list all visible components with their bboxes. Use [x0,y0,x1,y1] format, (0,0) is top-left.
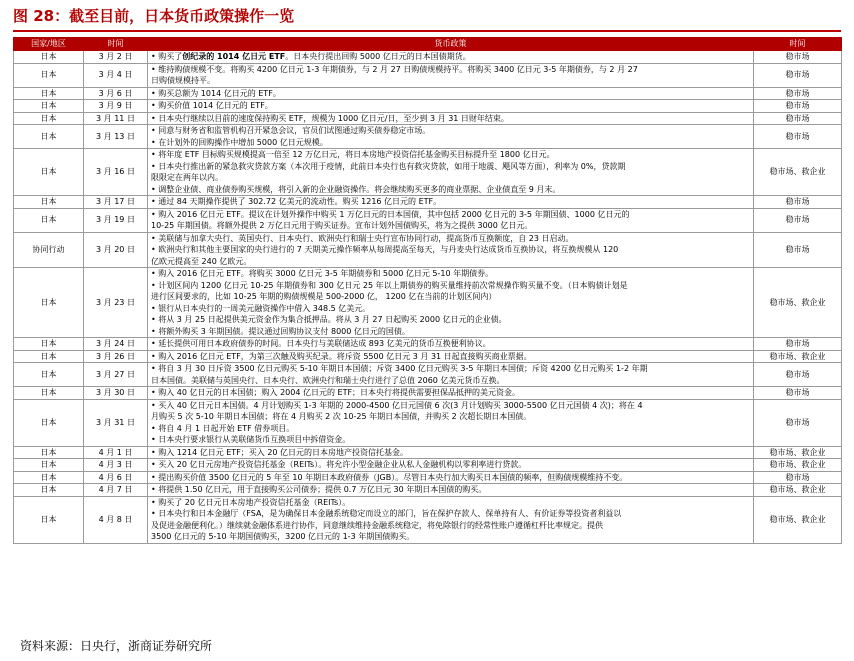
region-cell: 日本 [14,125,84,149]
date-cell: 3 月 31 日 [84,399,148,446]
date-cell: 3 月 17 日 [84,196,148,209]
policy-line: • 购入 1214 亿日元 ETF；买入 20 亿日元的日本房地产投资信托基金。 [151,447,409,457]
table-row [14,232,842,268]
policy-line: • 通过 84 天期操作提供了 302.72 亿美元的流动性。购买 1216 亿日元的 ETF。 [151,197,442,206]
policy-line: 月购买 5 次 5-10 年期日本国债；将在 4 月购买 2 次 10-25 年期日本国债，并购买 2 次超长期日本国债。 [151,412,532,421]
table-row [14,471,842,484]
region-cell: 日本 [14,112,84,125]
region-cell: 日本 [14,338,84,351]
policy-line: • 将自 3 月 30 日斥资 3500 亿日元购买 5-10 年期日本国债；斥资 3400 亿日元购买 3-5 年期日本国债；斥资 4200 亿日元购买 1-2 年期 [151,364,648,373]
category-cell: 稳市场 [754,112,842,125]
policy-cell [148,496,754,543]
policy-line: 3500 亿日元的 5-10 年期国债购买，3200 亿日元的 1-3 年期国债购买。 [151,532,415,541]
region-cell: 日本 [14,149,84,196]
policy-line: • 购买总额为 1014 亿日元的 ETF。 [151,88,281,98]
category-cell: 稳市场 [754,363,842,387]
region-cell: 日本 [14,471,84,484]
date-cell: 4 月 1 日 [84,446,148,459]
policy-line: • 提出购买价值 3500 亿日元的 5 年至 10 年期日本政府债券（JGB）。尽管日本央行加大购买日本国债的频率，但购债规模维持不变。 [151,472,628,482]
policy-cell [148,459,754,472]
table-row [14,446,842,459]
region-cell: 日本 [14,363,84,387]
date-cell: 3 月 9 日 [84,100,148,113]
col-header-region: 国家/地区 [14,38,84,51]
region-cell: 日本 [14,399,84,446]
policy-cell [148,338,754,351]
col-header-category: 时间 [754,38,842,51]
category-cell: 稳市场、救企业 [754,496,842,543]
monetary-policy-table [13,37,842,544]
table-row [14,484,842,497]
table-row [14,87,842,100]
table-row [14,51,842,64]
policy-line: • 计划区间内 1200 亿日元 10-25 年期债券和 300 亿日元 25 年以上期债券的购买量维持前次常规操作购买量不变。（日本购债计划是 [151,280,628,290]
policy-line: • 日本央行继续以目前的速度保持购买 ETF，规模为 1000 亿日元/日，至少到 3 月 31 日财年结束。 [151,113,509,123]
policy-line: • 将年度 ETF 目标购买规模提高一倍至 12 万亿日元，将日本房地产投资信托基金购买目标提升至 1800 亿日元。 [151,150,555,159]
category-cell: 稳市场 [754,125,842,149]
policy-line: • 调整企业债、商业债券购买规模，将引入新的企业融资操作。将会继续购买更多的商业票据、企业债直至 9 月末。 [151,184,561,194]
category-cell: 稳市场、救企业 [754,446,842,459]
policy-cell [148,363,754,387]
table-row [14,350,842,363]
policy-text: 。日本央行提出回购 5000 亿日元的日本国债期货。 [285,52,471,61]
policy-cell [148,232,754,268]
policy-line: • 购入 40 亿日元的日本国债；购入 2004 亿日元的 ETF；日本央行将提供需要担保品抵押的美元资金。 [151,388,521,397]
category-cell: 稳市场、救企业 [754,350,842,363]
region-cell: 日本 [14,51,84,64]
date-cell: 3 月 19 日 [84,208,148,232]
date-cell: 4 月 7 日 [84,484,148,497]
policy-line: 限限定在两年以内。 [151,173,223,182]
date-cell: 3 月 27 日 [84,363,148,387]
category-cell: 稳市场 [754,196,842,209]
policy-cell [148,100,754,113]
title-underline [13,30,841,32]
date-cell: 3 月 13 日 [84,125,148,149]
policy-line: • 在计划外的回购操作中增加 5000 亿日元规模。 [151,137,328,147]
policy-cell [148,125,754,149]
date-cell: 4 月 3 日 [84,459,148,472]
region-cell: 日本 [14,100,84,113]
category-cell: 稳市场 [754,208,842,232]
policy-emphasis: 创纪录的 1014 亿日元 ETF [182,52,286,61]
category-cell: 稳市场 [754,232,842,268]
date-cell: 3 月 23 日 [84,268,148,338]
policy-line: • 日本央行和日本金融厅（FSA，是为确保日本金融系统稳定而设立的部门，旨在保护存款人、保单持有人、有价证券等投资者利益以 [151,509,622,518]
region-cell: 日本 [14,63,84,87]
date-cell: 3 月 6 日 [84,87,148,100]
policy-cell [148,446,754,459]
policy-line: 日购债规模持平。 [151,76,215,85]
policy-cell [148,51,754,64]
figure-title: 图 28：截至目前，日本货币政策操作一览 [13,7,295,25]
table-row [14,208,842,232]
col-header-date: 时间 [84,38,148,51]
category-cell: 稳市场 [754,87,842,100]
policy-line: • 同意与财务省和监管机构召开紧急会议，官员们试图通过购买债券稳定市场。 [151,126,431,135]
table-row [14,496,842,543]
policy-line: 进行区间要求的，比如 10-25 年期的购债规模是 500-2000 亿， 1200 亿在当前的计划区间内） [151,292,497,301]
region-cell: 日本 [14,459,84,472]
policy-line: 10-25 年期国债。将额外提供 2 万亿日元用于购买证券。宣布计划外国债购买，将为之提供 3000 亿日元。 [151,221,533,230]
policy-line: 日本国债。美联储与英国央行、日本央行、欧洲央行和瑞士央行进行了总值 2060 亿美元货币互换。 [151,375,505,385]
region-cell: 日本 [14,350,84,363]
col-header-policy: 货币政策 [148,38,754,51]
policy-line: • 购买了 20 亿日元日本房地产投资信托基金（REITs）。 [151,497,351,507]
region-cell: 日本 [14,87,84,100]
table-row [14,63,842,87]
source-note: 资料来源：日央行，浙商证券研究所 [20,639,213,653]
date-cell: 4 月 6 日 [84,471,148,484]
table-row [14,196,842,209]
table-row [14,149,842,196]
date-cell: 3 月 11 日 [84,112,148,125]
policy-cell [148,268,754,338]
table-row [14,125,842,149]
policy-cell [148,63,754,87]
table-row [14,399,842,446]
date-cell: 3 月 20 日 [84,232,148,268]
table-header-row [14,38,842,51]
policy-line: • 买入 20 亿日元房地产投资信托基金（REITs）。将允许小型金融企业从私人金融机构以零利率进行贷款。 [151,460,527,469]
category-cell: 稳市场、救企业 [754,268,842,338]
policy-line: • 日本央行要求银行从美联储货币互换项目中拆借资金。 [151,435,351,444]
policy-line: • 美联储与加拿大央行、英国央行、日本央行、欧洲央行和瑞士央行宣布协同行动，提高货币互换额度，自 23 日启动。 [151,233,574,243]
policy-line: • 银行从日本央行的一周美元融资操作中借入 348.5 亿美元。 [151,303,371,313]
region-cell: 日本 [14,496,84,543]
category-cell: 稳市场 [754,100,842,113]
policy-line: • 购买价值 1014 亿日元的 ETF。 [151,101,273,110]
policy-line: • 购入 2016 亿日元 ETF。将购买 3000 亿日元 3-5 年期债券和 5000 亿日元 5-10 年期债券。 [151,269,494,278]
region-cell: 日本 [14,387,84,400]
category-cell: 稳市场 [754,63,842,87]
category-cell: 稳市场 [754,51,842,64]
policy-line: • 买入 40 亿日元日本国债。4 月计划购买 1-3 年期的 2000-4500 亿日元国债 6 次(3 月计划购买 3000-5500 亿日元国债 4 次)；将在 4 [151,400,643,410]
region-cell: 日本 [14,484,84,497]
policy-cell [148,149,754,196]
date-cell: 4 月 8 日 [84,496,148,543]
category-cell: 稳市场 [754,387,842,400]
date-cell: 3 月 24 日 [84,338,148,351]
policy-cell [148,484,754,497]
policy-cell [148,399,754,446]
policy-cell [148,87,754,100]
table-row [14,459,842,472]
policy-line: • 购入 2016 亿日元 ETF。提议在计划外操作中购买 1 万亿日元的日本国债，其中包括 2000 亿日元的 3-5 年期国债、1000 亿日元的 [151,209,630,219]
date-cell: 3 月 4 日 [84,63,148,87]
policy-line: • 将额外购买 3 年期国债。提议通过回购协议支付 8000 亿日元的国债。 [151,326,410,336]
category-cell: 稳市场、救企业 [754,459,842,472]
policy-line: • 欧洲央行和其他主要国家的央行进行的 7 天期美元操作频率从每周提高至每天，与丹麦央行达成货币互换协议，将互换规模从 120 [151,245,619,254]
policy-line: • 日本央行推出新的紧急救灾贷款方案（本次用于疫情，此前日本央行也有救灾贷款，如用于地震、飓风等方面），利率为 0%，贷款期 [151,161,626,171]
date-cell: 3 月 16 日 [84,149,148,196]
table-row [14,268,842,338]
category-cell: 稳市场 [754,471,842,484]
policy-cell [148,208,754,232]
date-cell: 3 月 26 日 [84,350,148,363]
policy-text: • 购买了 [151,52,183,61]
table-row [14,387,842,400]
policy-line: • 将从 3 月 25 日起提供美元资金作为集合抵押品。将从 3 月 27 日起购买 2000 亿日元的企业债。 [151,315,507,324]
table-row [14,112,842,125]
policy-cell [148,112,754,125]
region-cell: 日本 [14,446,84,459]
date-cell: 3 月 2 日 [84,51,148,64]
category-cell: 稳市场、救企业 [754,484,842,497]
policy-cell [148,350,754,363]
table-row [14,100,842,113]
date-cell: 3 月 30 日 [84,387,148,400]
policy-line: • 维持购债规模不变。将购买 4200 亿日元 1-3 年期债券，与 2 月 27 日购债规模持平。将购买 3400 亿日元 3-5 年期债券，与 2 月 27 [151,64,638,74]
policy-cell [148,387,754,400]
policy-line: • 将提供 1.50 亿日元，用于直接购买公司债券；提供 0.7 万亿日元 30 年期日本国债的购买。 [151,485,487,494]
policy-cell [148,471,754,484]
policy-cell [148,196,754,209]
policy-line [151,51,750,63]
policy-line: • 购入 2016 亿日元 ETF，为第三次触及购买纪录。将斥资 5500 亿日元 3 月 31 日起直接购买商业票据。 [151,351,532,361]
policy-line: • 将自 4 月 1 日起开始 ETF 借券项目。 [151,423,295,433]
table-row [14,338,842,351]
category-cell: 稳市场 [754,338,842,351]
category-cell: 稳市场 [754,399,842,446]
category-cell: 稳市场、救企业 [754,149,842,196]
policy-line: 及促进金融便利化。）继续就金融体系进行协作，同意继续维持金融系统稳定，将免除银行的经常性账户遵循杠杆比率规定。提供 [151,520,603,530]
policy-line: • 延长提供可用日本政府债券的时间。日本央行与美联储达成 893 亿美元的货币互换便利协议。 [151,339,491,348]
table-body [14,51,842,544]
region-cell: 日本 [14,268,84,338]
region-cell: 日本 [14,208,84,232]
table-row [14,363,842,387]
region-cell: 日本 [14,196,84,209]
region-cell: 协同行动 [14,232,84,268]
policy-line: 亿欧元提高至 240 亿欧元。 [151,256,252,266]
